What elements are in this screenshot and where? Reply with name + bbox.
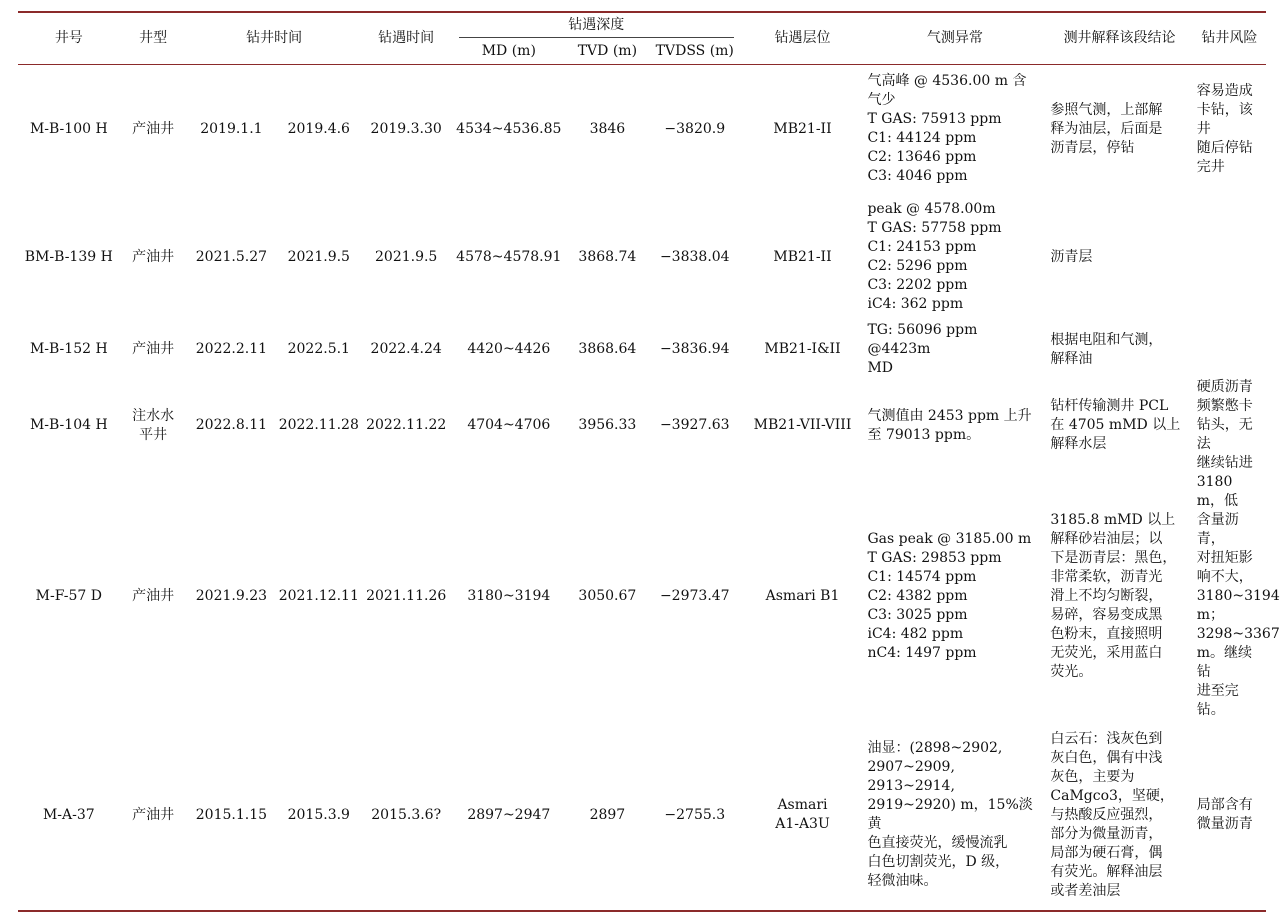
header-encounter-time: 钻遇时间 bbox=[361, 12, 450, 65]
cell-drill-end: 2019.4.6 bbox=[287, 120, 350, 137]
header-well-no: 井号 bbox=[18, 12, 120, 65]
cell-layer: MB21-II bbox=[773, 248, 832, 265]
cell-interpretation: 沥青层 bbox=[1050, 248, 1093, 265]
header-tvd: TVD (m) bbox=[567, 38, 648, 65]
cell-md: 4420~4426 bbox=[467, 341, 551, 357]
cell-tvdss: −3927.63 bbox=[659, 417, 730, 433]
cell-well-type: 产油井 bbox=[120, 720, 187, 911]
header-layer: 钻遇层位 bbox=[742, 12, 864, 65]
cell-encounter-time: 2022.11.22 bbox=[366, 417, 447, 433]
cell-layer: Asmari A1-A3U bbox=[742, 720, 864, 911]
cell-interpretation: 白云石：浅灰色到 灰白色，偶有中浅 灰色，主要为 CaMgco3，坚硬， 与热酸反应强烈， 部分为微量沥青， 局部为硬石膏，偶 有荧光。解释油层 或者差油层 bbox=[1046, 720, 1192, 911]
cell-tvd: 3846 bbox=[589, 120, 626, 137]
table-row bbox=[18, 720, 1266, 911]
cell-encounter-time: 2015.3.6? bbox=[361, 720, 450, 911]
cell-tvdss: −2755.3 bbox=[648, 720, 741, 911]
cell-md: 4534~4536.85 bbox=[456, 120, 562, 137]
cell-drill-end: 2022.5.1 bbox=[287, 341, 350, 357]
cell-drill-start: 2015.1.15 bbox=[187, 720, 276, 911]
cell-risk: 硬质沥青 频繁憋卡 钻头，无法 继续钻进 bbox=[1196, 379, 1253, 471]
cell-drill-end: 2015.3.9 bbox=[276, 720, 361, 911]
cell-md: 4578~4578.91 bbox=[456, 248, 562, 265]
header-tvdss: TVDSS (m) bbox=[648, 38, 741, 65]
cell-tvd: 3868.74 bbox=[578, 248, 637, 265]
header-md: MD (m) bbox=[451, 38, 567, 65]
cell-drill-start: 2022.8.11 bbox=[195, 417, 268, 433]
cell-encounter-time: 2021.11.26 bbox=[366, 588, 447, 604]
cell-encounter-time: 2019.3.30 bbox=[370, 120, 442, 137]
cell-md: 4704~4706 bbox=[467, 417, 551, 433]
cell-well-type: 产油井 bbox=[132, 120, 175, 137]
cell-well-no: M-B-152 H bbox=[29, 341, 108, 357]
cell-risk: 局部含有 微量沥青 bbox=[1193, 720, 1266, 911]
header-drilling-time: 钻井时间 bbox=[187, 12, 362, 65]
cell-tvdss: −3836.94 bbox=[659, 341, 730, 357]
cell-tvdss: −2973.47 bbox=[659, 588, 730, 604]
cell-well-no: M-B-104 H bbox=[29, 417, 108, 433]
cell-well-type: 产油井 bbox=[132, 588, 175, 604]
table-row bbox=[18, 473, 1266, 720]
cell-interpretation: 3185.8 mMD 以上 解释砂岩油层；以 下是沥青层：黑色， 非常柔软，沥青光 滑上不均匀断裂， 易碎，容易变成黑 色粉末，直接照明 无荧光，采用蓝白 荧光。 bbox=[1050, 512, 1177, 680]
cell-gas: 气高峰 @ 4536.00 m 含 气少 T GAS: 75913 ppm C1: 44124 ppm C2: 13646 ppm C3: 4046 ppm bbox=[867, 73, 1027, 184]
cell-layer: MB21-II bbox=[773, 120, 832, 137]
cell-md: 2897~2947 bbox=[451, 720, 567, 911]
table-row bbox=[18, 193, 1266, 321]
table-row bbox=[18, 65, 1266, 194]
cell-drill-start: 2021.5.27 bbox=[195, 248, 268, 265]
cell-gas: 气测值由 2453 ppm 上升 至 79013 ppm。 bbox=[867, 407, 1032, 443]
cell-well-type: 注水水 平井 bbox=[132, 407, 175, 443]
cell-layer: MB21-I&II bbox=[764, 341, 841, 357]
cell-encounter-time: 2021.9.5 bbox=[375, 248, 438, 265]
cell-drill-start: 2022.2.11 bbox=[195, 341, 268, 357]
cell-md: 3180~3194 bbox=[467, 588, 551, 604]
cell-risk: 3180 m，低 含量沥青， 对扭矩影 响不大， 3180~3194 m； 3298~3367 m。继续钻 进至完钻。 bbox=[1196, 474, 1280, 718]
cell-well-no: M-F-57 D bbox=[35, 588, 102, 604]
cell-interpretation: 根据电阻和气测， 解释油 bbox=[1050, 331, 1163, 367]
cell-risk: 容易造成 卡钻，该井 随后停钻 完井 bbox=[1196, 82, 1253, 175]
header-encounter-depth: 钻遇深度 bbox=[451, 12, 742, 38]
cell-risk bbox=[1193, 321, 1266, 378]
cell-well-no: M-B-100 H bbox=[29, 120, 108, 137]
header-well-type: 井型 bbox=[120, 12, 187, 65]
cell-tvdss: −3838.04 bbox=[659, 248, 730, 265]
cell-well-type: 产油井 bbox=[132, 248, 175, 265]
cell-gas: 油显：(2898~2902, 2907~2909, 2913~2914, 2919~2920) m，15%淡黄 色直接荧光，缓慢流乳 白色切割荧光，D 级， 轻微油味。 bbox=[863, 720, 1046, 911]
cell-gas: TG: 56096 ppm @4423m MD bbox=[867, 322, 978, 376]
cell-drill-end: 2021.12.11 bbox=[278, 588, 359, 604]
cell-tvd: 3050.67 bbox=[578, 588, 637, 604]
cell-well-type: 产油井 bbox=[132, 341, 175, 357]
cell-layer: Asmari B1 bbox=[765, 588, 840, 604]
cell-drill-end: 2022.11.28 bbox=[278, 417, 359, 433]
cell-interpretation: 钻杆传输测井 PCL 在 4705 mMD 以上 解释水层 bbox=[1050, 398, 1181, 452]
cell-tvd: 3868.64 bbox=[578, 341, 637, 357]
table-row bbox=[18, 321, 1266, 378]
cell-gas: peak @ 4578.00m T GAS: 57758 ppm C1: 24153 ppm C2: 5296 ppm C3: 2202 ppm iC4: 362 ppm bbox=[867, 201, 1002, 312]
table-row bbox=[18, 378, 1266, 473]
well-data-table bbox=[18, 11, 1280, 912]
cell-layer: MB21-VII-VIII bbox=[753, 417, 852, 433]
cell-encounter-time: 2022.4.24 bbox=[370, 341, 442, 357]
cell-well-no: BM-B-139 H bbox=[24, 248, 113, 265]
cell-drill-end: 2021.9.5 bbox=[287, 248, 350, 265]
cell-risk bbox=[1193, 193, 1266, 321]
cell-gas: Gas peak @ 3185.00 m T GAS: 29853 ppm C1: 14574 ppm C2: 4382 ppm C3: 3025 ppm iC4: 482 ppm nC4: 1497 ppm bbox=[867, 531, 1032, 661]
cell-interpretation: 参照气测，上部解 释为油层，后面是 沥青层，停钻 bbox=[1050, 101, 1163, 156]
header-log-interpretation: 测井解释该段结论 bbox=[1046, 12, 1192, 65]
cell-tvd: 2897 bbox=[567, 720, 648, 911]
cell-well-no: M-A-37 bbox=[18, 720, 120, 911]
cell-tvdss: −3820.9 bbox=[664, 120, 726, 137]
cell-tvd: 3956.33 bbox=[578, 417, 637, 433]
cell-drill-start: 2019.1.1 bbox=[200, 120, 263, 137]
cell-drill-start: 2021.9.23 bbox=[195, 588, 268, 604]
header-gas-anomaly: 气测异常 bbox=[863, 12, 1046, 65]
header-drilling-risk: 钻井风险 bbox=[1193, 12, 1266, 65]
